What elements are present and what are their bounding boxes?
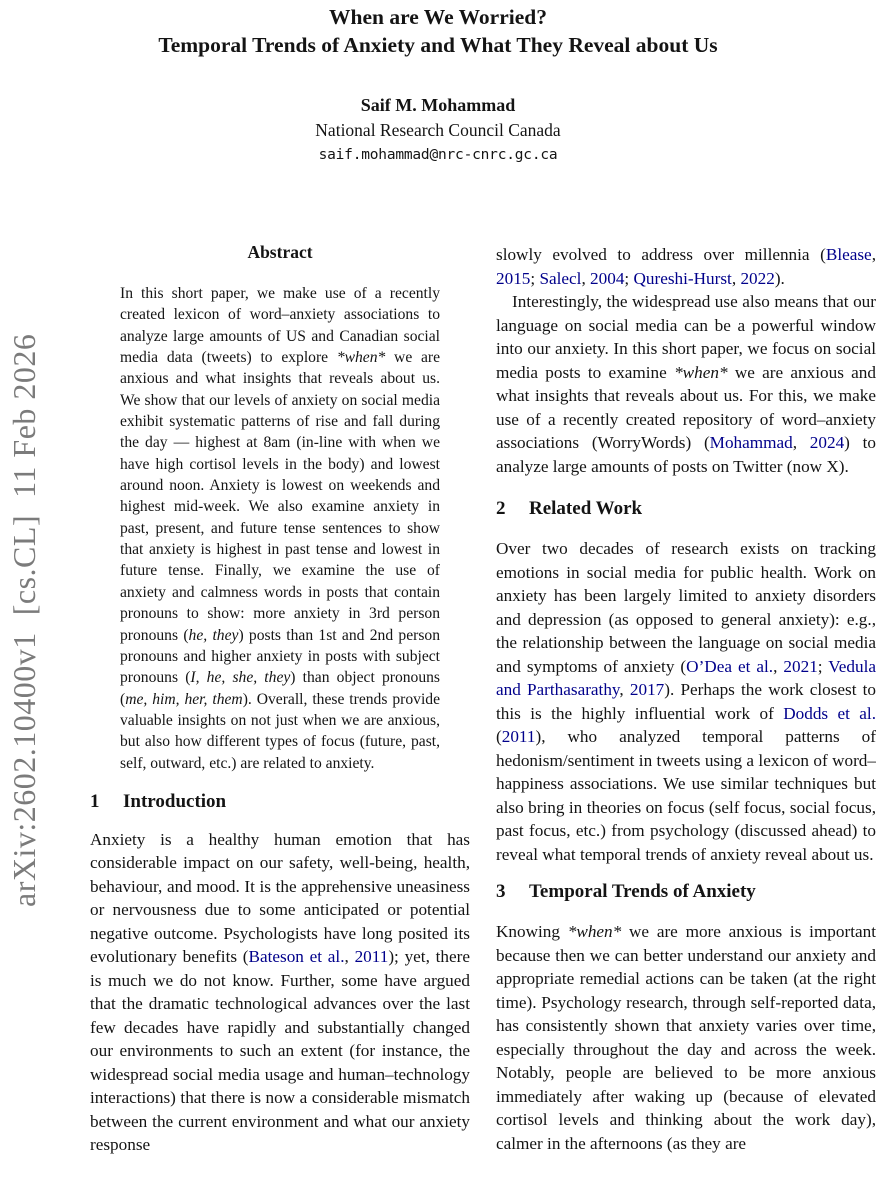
text-run: we are anxious and what insights that reveals about us. We show that our levels of anxiety on social media exhibit systematic patterns of rise and fall during the day — highest at 8am (in-line with when we have high cortisol levels in the body) and lowest around noon. Anxiety is lowest on weekends and highest mid-week. We also examine anxiety in past, present, and future tense sentences to show that anxiety is highest in past tense and lowest in future tense. Finally, we examine the use of anxiety and calmness words in posts that contain pronouns to show: more anxiety in 3rd person pronouns (	[120, 349, 440, 644]
citation-link[interactable]: 2024	[809, 433, 845, 452]
citation-link[interactable]: 2011	[354, 947, 389, 967]
left-column	[90, 243, 470, 1157]
citation-link[interactable]: Dodds et al.	[783, 703, 876, 723]
text-run: ). Overall, these trends provide valuable insights on not just when we are anxious, but also how different types of focus (future, past, self, outward, etc.) are related to anxiety.	[120, 690, 440, 772]
abstract-heading: Abstract	[247, 242, 313, 262]
temporal-trends-paragraph	[496, 920, 876, 1155]
citation-link[interactable]: Salecl	[539, 268, 582, 288]
abstract-text	[120, 283, 440, 774]
text-run: Anxiety is a healthy human emotion that has considerable impact on our safety, well-being, health, behaviour, and mood. It is the apprehensive uneasiness or nervousness due to some anticipated or potential negative outcome. Psychologists have long posited its evolutionary benefits (	[90, 829, 470, 967]
right-column	[496, 243, 876, 1155]
text-run: ) than object pronouns (	[120, 669, 440, 708]
citation-link[interactable]: 2017	[629, 680, 665, 699]
paper-header	[0, 0, 876, 168]
emphasis-text: *when*	[567, 922, 622, 941]
citation-link[interactable]: Mohammad	[709, 433, 793, 452]
text-run: ,	[619, 680, 630, 699]
emphasis-text: *when*	[336, 349, 386, 367]
citation-link[interactable]: 2015	[496, 268, 531, 288]
text-run: ); yet, there is much we do not know. Further, some have argued that the dramatic technological advances over the last few decades have rapidly and substantially changed our environments to such an extent (for instance, the widespread social media usage and human–technology interactions) that there is now a considerable mismatch between the current environment and what our anxiety response	[90, 947, 470, 1155]
text-run: ) posts than 1st and 2nd person pronouns and higher anxiety in posts with subject pronouns (	[120, 626, 440, 687]
emphasis-text: he, they	[188, 626, 239, 644]
text-run: slowly evolved to address over millennia (	[496, 245, 826, 264]
text-run: ) to analyze large amounts of posts on Twitter (now X).	[496, 433, 876, 476]
section-3-number: 3	[496, 881, 506, 902]
intro-paragraph	[90, 828, 470, 1157]
citation-link[interactable]: 2022	[740, 268, 775, 288]
citation-link[interactable]: 2004	[590, 268, 625, 288]
text-run: In this short paper, we make use of a recently created lexicon of word–anxiety associations to analyze large amounts of US and Canadian social media data (tweets) to explore	[120, 285, 440, 367]
text-run: ).	[774, 268, 785, 288]
text-run: ,	[344, 947, 355, 967]
author-block	[0, 93, 876, 168]
citation-link[interactable]: Qureshi-Hurst	[633, 268, 732, 288]
emphasis-text: *when*	[674, 362, 728, 382]
text-run: ), who analyzed temporal patterns of hedonism/sentiment in tweets using a lexicon of word–happiness associations. We use similar techniques but also bring in theories on focus (self focus, social focus, past focus, etc.) from psychology (discussed ahead) to reveal what temporal trends of anxiety reveal about us.	[496, 727, 876, 864]
text-run: ;	[624, 268, 634, 288]
text-run: ;	[817, 656, 829, 676]
section-3-title: Temporal Trends of Anxiety	[529, 881, 756, 902]
citation-link[interactable]: Bateson et al.	[248, 947, 345, 967]
intro-second-paragraph	[496, 290, 876, 478]
text-run: Over two decades of research exists on tracking emotions in social media for public health. Work on anxiety has been largely limited to anxiety disorders and depression (as opposed to general anxiety): e.g., the relationship between the language on social media and symptoms of anxiety (	[496, 539, 876, 676]
paper-title-line1: When are We Worried?	[329, 5, 547, 29]
text-run: ,	[581, 268, 591, 288]
paper-title-line2: Temporal Trends of Anxiety and What They Reveal about Us	[158, 33, 718, 57]
intro-continuation-paragraph	[496, 243, 876, 290]
author-email: saif.mohammad@nrc-cnrc.gc.ca	[318, 147, 558, 163]
text-run: ,	[871, 245, 876, 264]
text-run: we are more anxious is important because then we can better understand our anxiety and appropriate remedial actions can be taken (at the right time). Psychology research, through self-reported data, has consistently shown that anxiety varies over time, especially throughout the day and across the week. Notably, people are believed to be more anxious immediately after waking up (because of elevated cortisol levels and thinking about the work day), calmer in the afternoons (as they are	[496, 922, 876, 1153]
text-run: Knowing	[496, 922, 568, 941]
emphasis-text: me, him, her, them	[125, 690, 243, 708]
text-run: Interestingly, the widespread use also means that our language on social media can be a powerful window into our anxiety. In this short paper, we focus on social media posts to examine	[496, 292, 876, 382]
author-name: Saif M. Mohammad	[360, 95, 516, 115]
text-run: ,	[792, 433, 810, 452]
section-1-number: 1	[90, 790, 100, 812]
paper-title	[0, 3, 876, 59]
section-2-heading	[496, 497, 876, 521]
emphasis-text: I, he, she, they	[190, 669, 291, 687]
related-work-paragraph	[496, 537, 876, 866]
citation-link[interactable]: O’Dea et al.	[686, 656, 774, 676]
author-affiliation: National Research Council Canada	[315, 120, 561, 140]
citation-link[interactable]: Blease	[825, 245, 872, 264]
citation-link[interactable]: Vedula and Parthasarathy	[496, 656, 876, 699]
text-run: (	[496, 727, 502, 746]
citation-link[interactable]: 2011	[501, 727, 536, 746]
text-run: ,	[773, 656, 784, 676]
section-3-heading	[496, 880, 876, 904]
section-1-title: Introduction	[123, 790, 227, 812]
section-1-heading	[90, 790, 470, 814]
text-run: ;	[530, 268, 540, 288]
arxiv-watermark: arXiv:2602.10400v1 [cs.CL] 11 Feb 2026	[6, 333, 42, 907]
section-2-title: Related Work	[529, 498, 643, 519]
text-run: ). Perhaps the work closest to this is the highly influential work of	[496, 680, 876, 723]
text-run: we are anxious and what insights that reveals about us. For this, we make use of a recently created repository of word–anxiety associations (WorryWords) (	[496, 362, 876, 452]
text-run: ,	[731, 268, 741, 288]
section-2-number: 2	[496, 498, 506, 519]
citation-link[interactable]: 2021	[783, 656, 818, 676]
